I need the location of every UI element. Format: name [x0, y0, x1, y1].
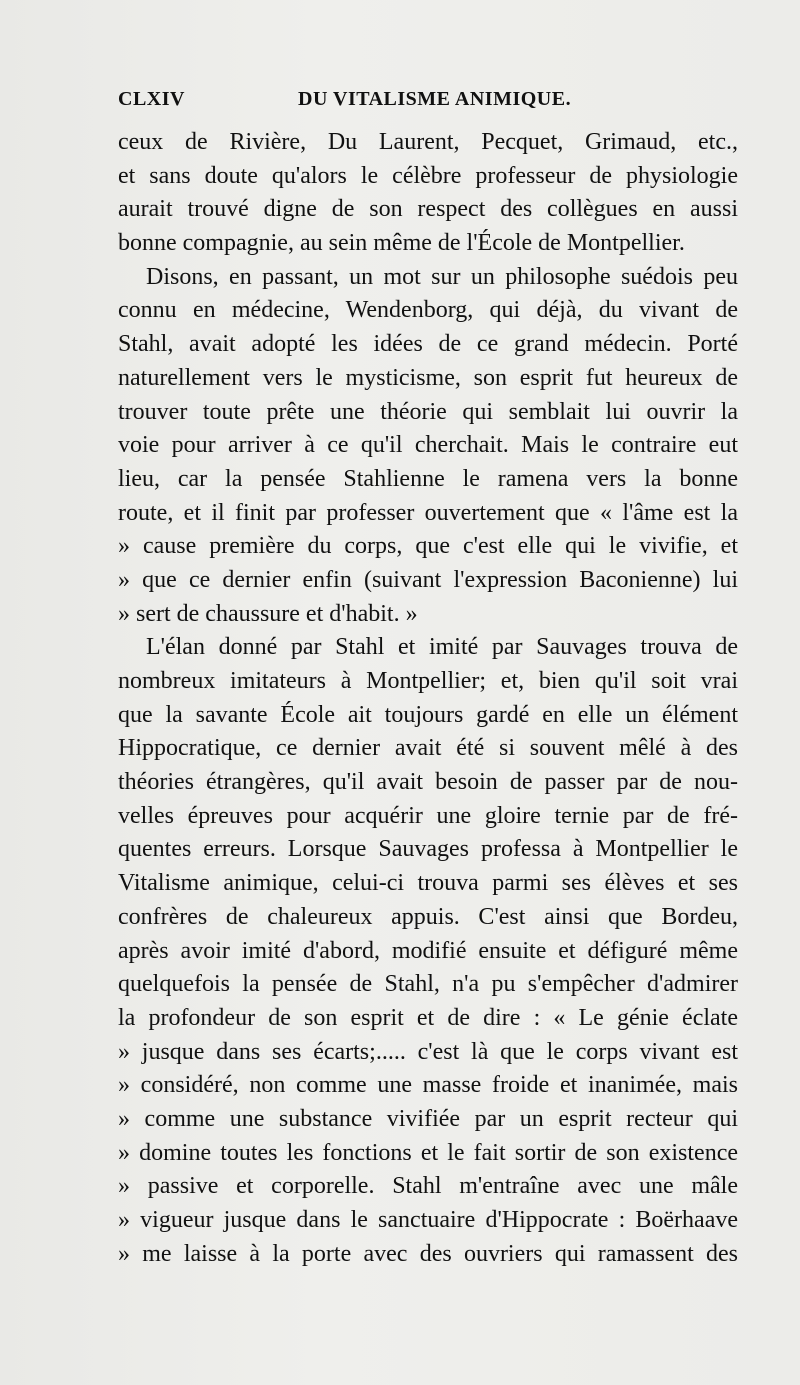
text-line: L'élan donné par Stahl et imité par Sauvages trouva de: [146, 634, 738, 661]
text-line: et sans doute qu'alors le célèbre professeur de physiologie: [118, 162, 738, 189]
text-line: ceux de Rivière, Du Laurent, Pecquet, Grimaud, etc.,: [118, 129, 738, 155]
text-line: que la savante École ait toujours gardé en elle un élément: [118, 701, 738, 728]
text-line: » domine toutes les fonctions et le fait sortir de son existence: [118, 1139, 738, 1166]
text-line: trouver toute prête une théorie qui semblait lui ouvrir la: [118, 398, 738, 425]
text-line: » passive et corporelle. Stahl m'entraîne avec une mâle: [118, 1173, 738, 1200]
text-line: lieu, car la pensée Stahlienne le ramena vers la bonne: [118, 465, 738, 492]
text-line: Vitalisme animique, celui-ci trouva parmi ses élèves et ses: [118, 870, 738, 897]
page-header: [118, 88, 758, 114]
text-line: » considéré, non comme une masse froide et inanimée, mais: [118, 1072, 738, 1099]
text-line: velles épreuves pour acquérir une gloire ternie par de fré-: [118, 802, 738, 829]
text-line: quentes erreurs. Lorsque Sauvages professa à Montpellier le: [118, 836, 738, 863]
text-line: après avoir imité d'abord, modifié ensuite et défiguré même: [118, 937, 738, 964]
text-line: route, et il finit par professer ouvertement que « l'âme est la: [118, 499, 738, 526]
running-head: DU VITALISME ANIMIQUE.: [298, 88, 572, 110]
text-line: » cause première du corps, que c'est elle qui le vivifie, et: [118, 533, 738, 560]
text-line: aurait trouvé digne de son respect des collègues en aussi: [118, 196, 738, 223]
text-line: Disons, en passant, un mot sur un philosophe suédois peu: [146, 263, 738, 290]
text-line: confrères de chaleureux appuis. C'est ainsi que Bordeu,: [118, 903, 738, 930]
page-number: CLXIV: [118, 88, 185, 110]
text-line: nombreux imitateurs à Montpellier; et, bien qu'il soit vrai: [118, 668, 738, 694]
text-line: Hippocratique, ce dernier avait été si souvent mêlé à des: [118, 735, 738, 762]
text-line: » vigueur jusque dans le sanctuaire d'Hippocrate : Boërhaave: [118, 1207, 738, 1233]
text-line: » comme une substance vivifiée par un esprit recteur qui: [118, 1105, 738, 1132]
text-line: connu en médecine, Wendenborg, qui déjà, du vivant de: [118, 297, 738, 324]
text-line: » sert de chaussure et d'habit. »: [118, 600, 418, 627]
text-line: bonne compagnie, au sein même de l'École de Montpellier.: [118, 230, 685, 257]
text-line: Stahl, avait adopté les idées de ce grand médecin. Porté: [118, 331, 738, 358]
text-line: » me laisse à la porte avec des ouvriers qui ramassent des: [118, 1240, 738, 1267]
text-line: naturellement vers le mysticisme, son esprit fut heureux de: [118, 364, 738, 391]
body-text: [118, 126, 738, 1271]
text-line: quelquefois la pensée de Stahl, n'a pu s'empêcher d'admirer: [118, 971, 738, 998]
text-line: » que ce dernier enfin (suivant l'expression Baconienne) lui: [118, 566, 738, 593]
text-line: » jusque dans ses écarts;..... c'est là que le corps vivant est: [118, 1038, 738, 1065]
text-line: la profondeur de son esprit et de dire : « Le génie éclate: [118, 1004, 738, 1031]
text-line: voie pour arriver à ce qu'il cherchait. Mais le contraire eut: [118, 432, 738, 459]
text-line: théories étrangères, qu'il avait besoin de passer par de nou-: [118, 769, 738, 796]
